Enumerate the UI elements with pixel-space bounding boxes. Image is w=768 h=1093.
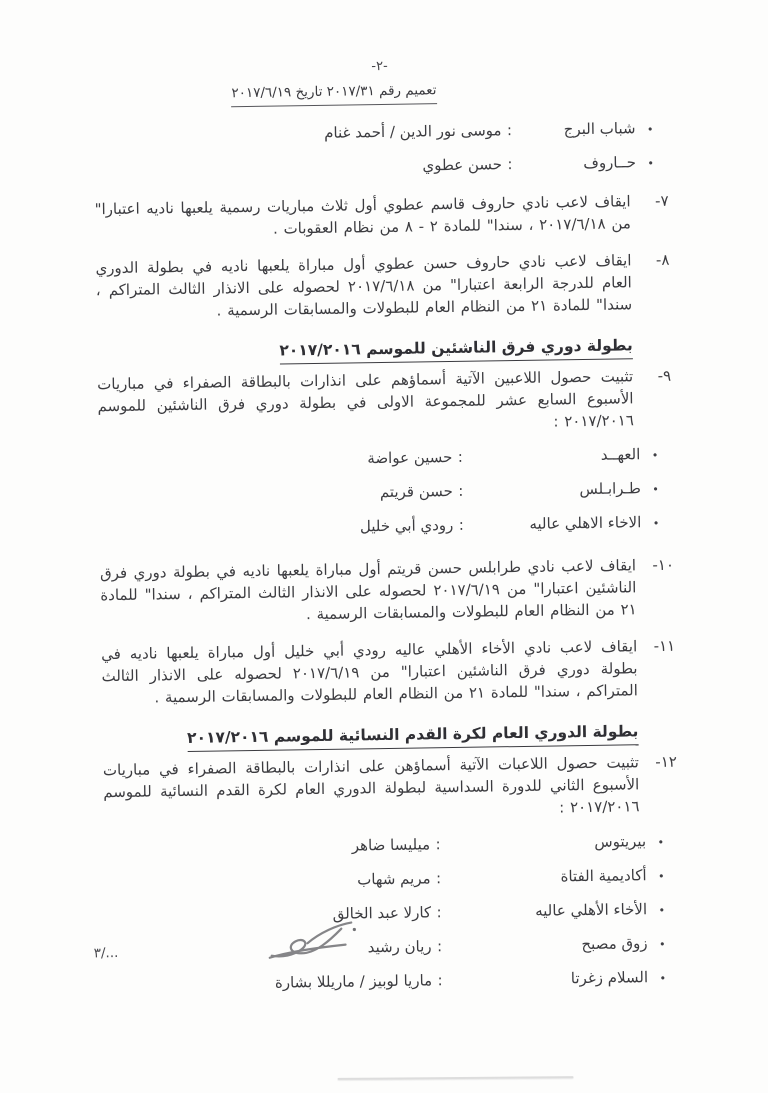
bullet-icon: •: [652, 516, 660, 531]
women-warnings-list: [104, 830, 680, 998]
bullet-icon: •: [651, 448, 659, 463]
colon-separator: :: [458, 481, 464, 500]
club-name: شباب البرج: [563, 119, 636, 139]
player-name: مريم شهاب: [357, 869, 431, 889]
player-name: ماريا لوبيز / ماريللا بشارة: [274, 971, 433, 992]
colon-separator: :: [435, 835, 441, 854]
bullet-icon: •: [647, 156, 655, 171]
club-name: الأخاء الأهلي عاليه: [535, 900, 648, 920]
page-number: -٢-: [371, 58, 388, 75]
page-content: [92, 52, 680, 1008]
bullet-icon: •: [657, 869, 665, 883]
numbered-item: [95, 249, 670, 324]
player-name: ميليسا ضاهر: [351, 835, 431, 855]
item-number: ١٠-: [652, 555, 675, 575]
circular-title: تعميم رقم ٢٠١٧/٣١ تاريخ ٢٠١٧/٦/١٩: [231, 79, 436, 107]
colon-separator: :: [506, 121, 513, 140]
list-item: [99, 511, 659, 543]
player-name: رودي أبي خليل: [359, 515, 454, 536]
bullet-icon: •: [646, 122, 654, 137]
section-heading-women: [102, 720, 638, 753]
list-item: [105, 898, 665, 930]
colon-separator: :: [435, 869, 442, 888]
numbered-item: [97, 365, 672, 440]
list-item: [94, 151, 654, 183]
item-text: ايقاف لاعب نادي حاروف حسن عطوي أول مباراة يلعبها ناديه في بطولة الدوري العام للدرجة الرابعة اعتبارا" من ٢٠١٧/٦/١٨ لحصوله على الانذار الثالث المتراكم ، سندا" للمادة ٢١ من النظام العام للبطولات والمسابقات الرسمية .: [95, 251, 633, 320]
colon-separator: :: [436, 903, 442, 922]
player-name: حسن قريتم: [379, 481, 453, 502]
section-heading-text: بطولة دوري فرق الناشئين للموسم ٢٠١٧/٢٠١٦: [279, 334, 633, 364]
numbered-item: [100, 554, 675, 629]
item-number: ٧-: [654, 191, 669, 210]
club-name: أكاديمية الفتاة: [560, 866, 647, 886]
youth-warnings-list: [98, 443, 673, 544]
club-name: بيريتوس: [594, 832, 647, 851]
item-number: ١١-: [653, 636, 676, 656]
item-text: ايقاف لاعب نادي الأخاء الأهلي عاليه رودي أبي خليل أول مباراة يلعبها ناديه في بطولة دوري فرق الناشئين اعتبارا" من ٢٠١٧/٦/١٩ لحصوله على الانذار الثالث المتراكم ، سندا" للمادة ٢١ من النظام العام للبطولات والمسابقات الرسمية .: [101, 637, 638, 707]
colon-separator: :: [458, 515, 465, 534]
player-name: ريان رشيد: [367, 937, 432, 957]
colon-separator: :: [437, 971, 443, 990]
player-name: موسى نور الدين / أحمد غنام: [324, 121, 502, 142]
club-name: حــاروف: [583, 153, 637, 173]
list-item: [98, 443, 658, 475]
player-name: كارلا عبد الخالق: [332, 903, 432, 923]
list-item: [99, 477, 659, 509]
list-item: [105, 932, 665, 964]
list-item: [104, 864, 664, 896]
section-heading-youth: [97, 334, 633, 367]
officials-list: [93, 117, 668, 184]
player-name: حسين عواضة: [367, 447, 453, 468]
list-item: [106, 966, 666, 998]
bullet-icon: •: [659, 971, 667, 985]
colon-separator: :: [436, 937, 443, 956]
numbered-item: [103, 751, 678, 826]
item-number: ١٢-: [655, 752, 678, 772]
list-item: [93, 117, 653, 149]
player-name: حسن عطوي: [422, 155, 503, 175]
club-name: زوق مصبح: [581, 934, 648, 954]
numbered-item: [94, 190, 669, 243]
club-name: العهــد: [600, 445, 641, 464]
club-name: طـرابـلس: [579, 479, 641, 499]
colon-separator: :: [507, 155, 513, 174]
bullet-icon: •: [652, 482, 659, 497]
club-name: السلام زغرتا: [570, 968, 649, 988]
signature: [263, 912, 364, 965]
bullet-icon: •: [658, 937, 666, 951]
club-name: الاخاء الاهلي عاليه: [529, 513, 642, 533]
numbered-item: [101, 635, 676, 710]
item-text: ايقاف لاعب نادي طرابلس حسن قريتم أول مباراة يلعبها ناديه في بطولة دوري فرق الناشئين اعتبارا" من ٢٠١٧/٦/١٩ لحصوله على الانذار الثالث المتراكم ، سندا" للمادة ٢١ من النظام العام للبطولات والمسابقات الرسمية .: [99, 556, 637, 624]
section-heading-text: بطولة الدوري العام لكرة القدم النسائية للموسم ٢٠١٧/٢٠١٦: [187, 720, 639, 752]
item-number: ٨-: [655, 250, 670, 269]
item-number: ٩-: [657, 366, 672, 385]
item-text: تثبيت حصول اللاعبات الآتية أسماؤهن على انذارات بالبطاقة الصفراء في مباريات الأسبوع الثاني للدورة السداسية لبطولة الدوري العام لكرة القدم النسائية للموسم ٢٠١٧/٢٠١٦ :: [102, 753, 640, 817]
bullet-icon: •: [657, 835, 665, 849]
continuation-mark: ٣/...: [93, 944, 119, 962]
item-text: ايقاف لاعب نادي حاروف قاسم عطوي أول ثلاث مباريات رسمية يلعبها ناديه اعتبارا" من ٢٠١٧/٦/١٨ ، سندا" للمادة ٢ - ٨ من نظام العقوبات .: [94, 192, 632, 238]
list-item: [104, 830, 664, 862]
colon-separator: :: [457, 447, 464, 466]
scan-edge-artifact: [338, 1076, 574, 1080]
item-text: تثبيت حصول اللاعبين الآتية أسماؤهم على انذارات بالبطاقة الصفراء في مباريات الأسبوع السابع عشر للمجموعة الاولى في بطولة دوري فرق الناشئين للموسم ٢٠١٧/٢٠١٦ :: [97, 367, 634, 431]
bullet-icon: •: [658, 903, 666, 917]
